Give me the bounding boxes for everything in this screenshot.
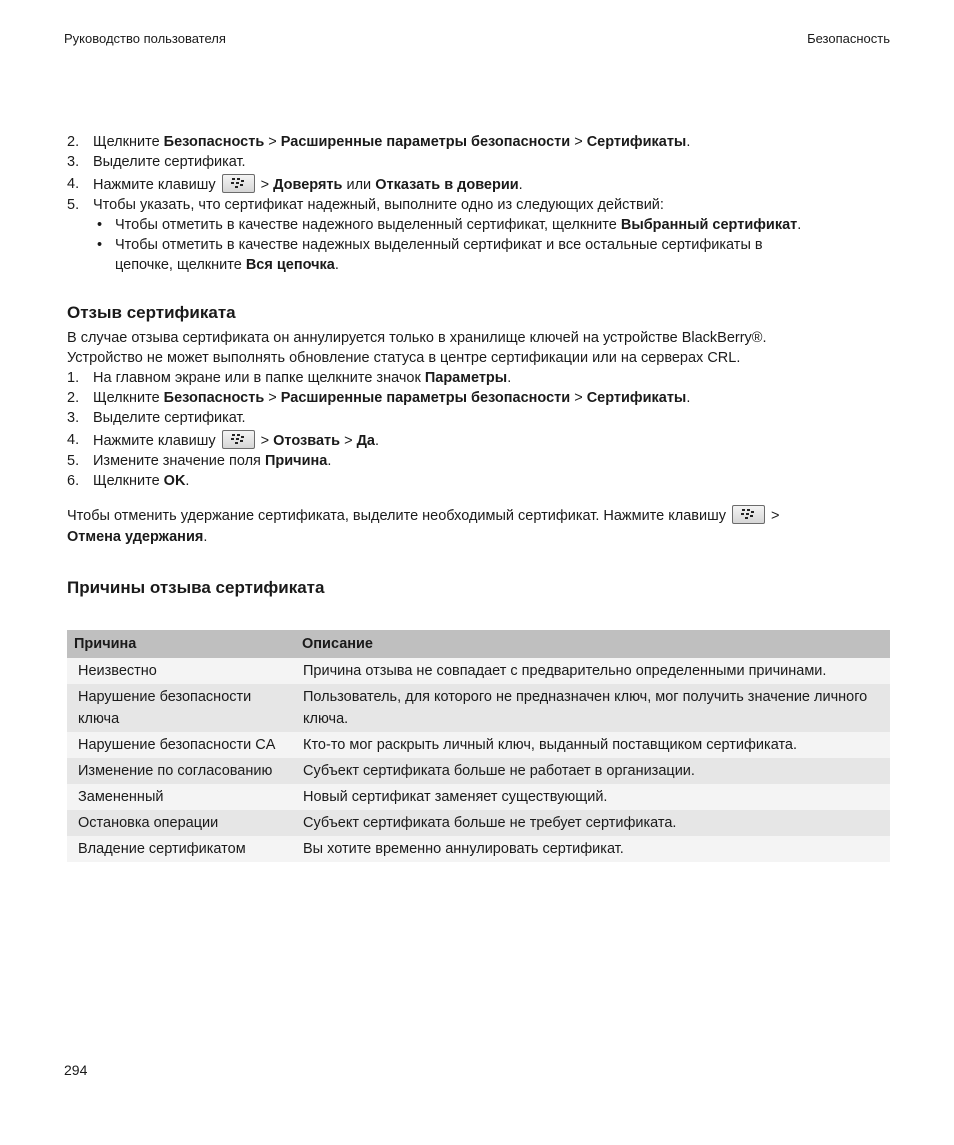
bullet-selected-cert: • Чтобы отметить в качестве надежного выделенный сертификат, щелкните Выбранный сертификат.	[97, 217, 802, 233]
step-5: 5. Измените значение поля Причина.	[67, 453, 332, 469]
blackberry-menu-key-icon	[732, 505, 765, 524]
table-row	[67, 810, 890, 836]
reason-cell: Владение сертификатом	[67, 836, 295, 862]
intro-line-2: Устройство не может выполнять обновление статуса в центре сертификации или на серверах CRL.	[67, 350, 741, 366]
step-6: 6. Щелкните OK.	[67, 473, 190, 489]
table-row	[67, 732, 890, 758]
description-cell: Субъект сертификата больше не работает в организации.	[295, 758, 890, 784]
reason-cell: Остановка операции	[67, 810, 295, 836]
trust-steps	[67, 132, 890, 275]
table-row	[67, 784, 890, 810]
table-row	[67, 658, 890, 684]
reason-cell: Замененный	[67, 784, 295, 810]
description-cell: Причина отзыва не совпадает с предварительно определенными причинами.	[295, 658, 890, 684]
table-row	[67, 758, 890, 784]
step-4: 4. Нажмите клавишу > Доверять или Отказать в доверии.	[67, 176, 523, 193]
bullet-whole-chain: • Чтобы отметить в качестве надежных выделенный сертификат и все остальные сертификаты в	[97, 237, 763, 253]
step-2: 2. Щелкните Безопасность > Расширенные параметры безопасности > Сертификаты.	[67, 390, 691, 406]
revoke-steps	[67, 328, 890, 491]
description-cell: Пользователь, для которого не предназначен ключ, мог получить значение личного ключа.	[295, 684, 890, 732]
section-heading-revoke: Отзыв сертификата	[67, 303, 236, 322]
table-row	[67, 684, 890, 732]
reason-cell: Нарушение безопасности CA	[67, 732, 295, 758]
page-number: 294	[64, 1062, 88, 1078]
running-header-left: Руководство пользователя	[64, 31, 226, 46]
cancel-hold-note: Чтобы отменить удержание сертификата, выделите необходимый сертификат. Нажмите клавишу > Отмена удержания.	[67, 505, 890, 547]
step-5: 5. Чтобы указать, что сертификат надежный, выполните одно из следующих действий:	[67, 197, 664, 213]
blackberry-menu-key-icon	[222, 430, 255, 449]
table-row	[67, 836, 890, 862]
blackberry-menu-key-icon	[222, 174, 255, 193]
running-header-right: Безопасность	[807, 31, 890, 46]
description-cell: Вы хотите временно аннулировать сертификат.	[295, 836, 890, 862]
column-header-reason: Причина	[67, 630, 295, 658]
reason-cell: Неизвестно	[67, 658, 295, 684]
revocation-reasons-table	[67, 630, 890, 862]
intro-line-1: В случае отзыва сертификата он аннулируется только в хранилище ключей на устройстве BlackBerry®.	[67, 330, 767, 346]
reason-cell: Изменение по согласованию	[67, 758, 295, 784]
bullet-whole-chain-cont: цепочке, щелкните Вся цепочка.	[115, 257, 339, 273]
step-2: 2. Щелкните Безопасность > Расширенные параметры безопасности > Сертификаты.	[67, 134, 691, 150]
table-header-row	[67, 630, 890, 658]
step-4: 4. Нажмите клавишу > Отозвать > Да.	[67, 432, 379, 449]
description-cell: Кто-то мог раскрыть личный ключ, выданный поставщиком сертификата.	[295, 732, 890, 758]
description-cell: Новый сертификат заменяет существующий.	[295, 784, 890, 810]
step-1: 1. На главном экране или в папке щелкните значок Параметры.	[67, 370, 512, 386]
reason-cell: Нарушение безопасности ключа	[67, 684, 295, 732]
description-cell: Субъект сертификата больше не требует сертификата.	[295, 810, 890, 836]
column-header-description: Описание	[295, 630, 890, 658]
step-3: 3. Выделите сертификат.	[67, 154, 246, 170]
section-heading-reasons: Причины отзыва сертификата	[67, 578, 325, 597]
step-3: 3. Выделите сертификат.	[67, 410, 246, 426]
